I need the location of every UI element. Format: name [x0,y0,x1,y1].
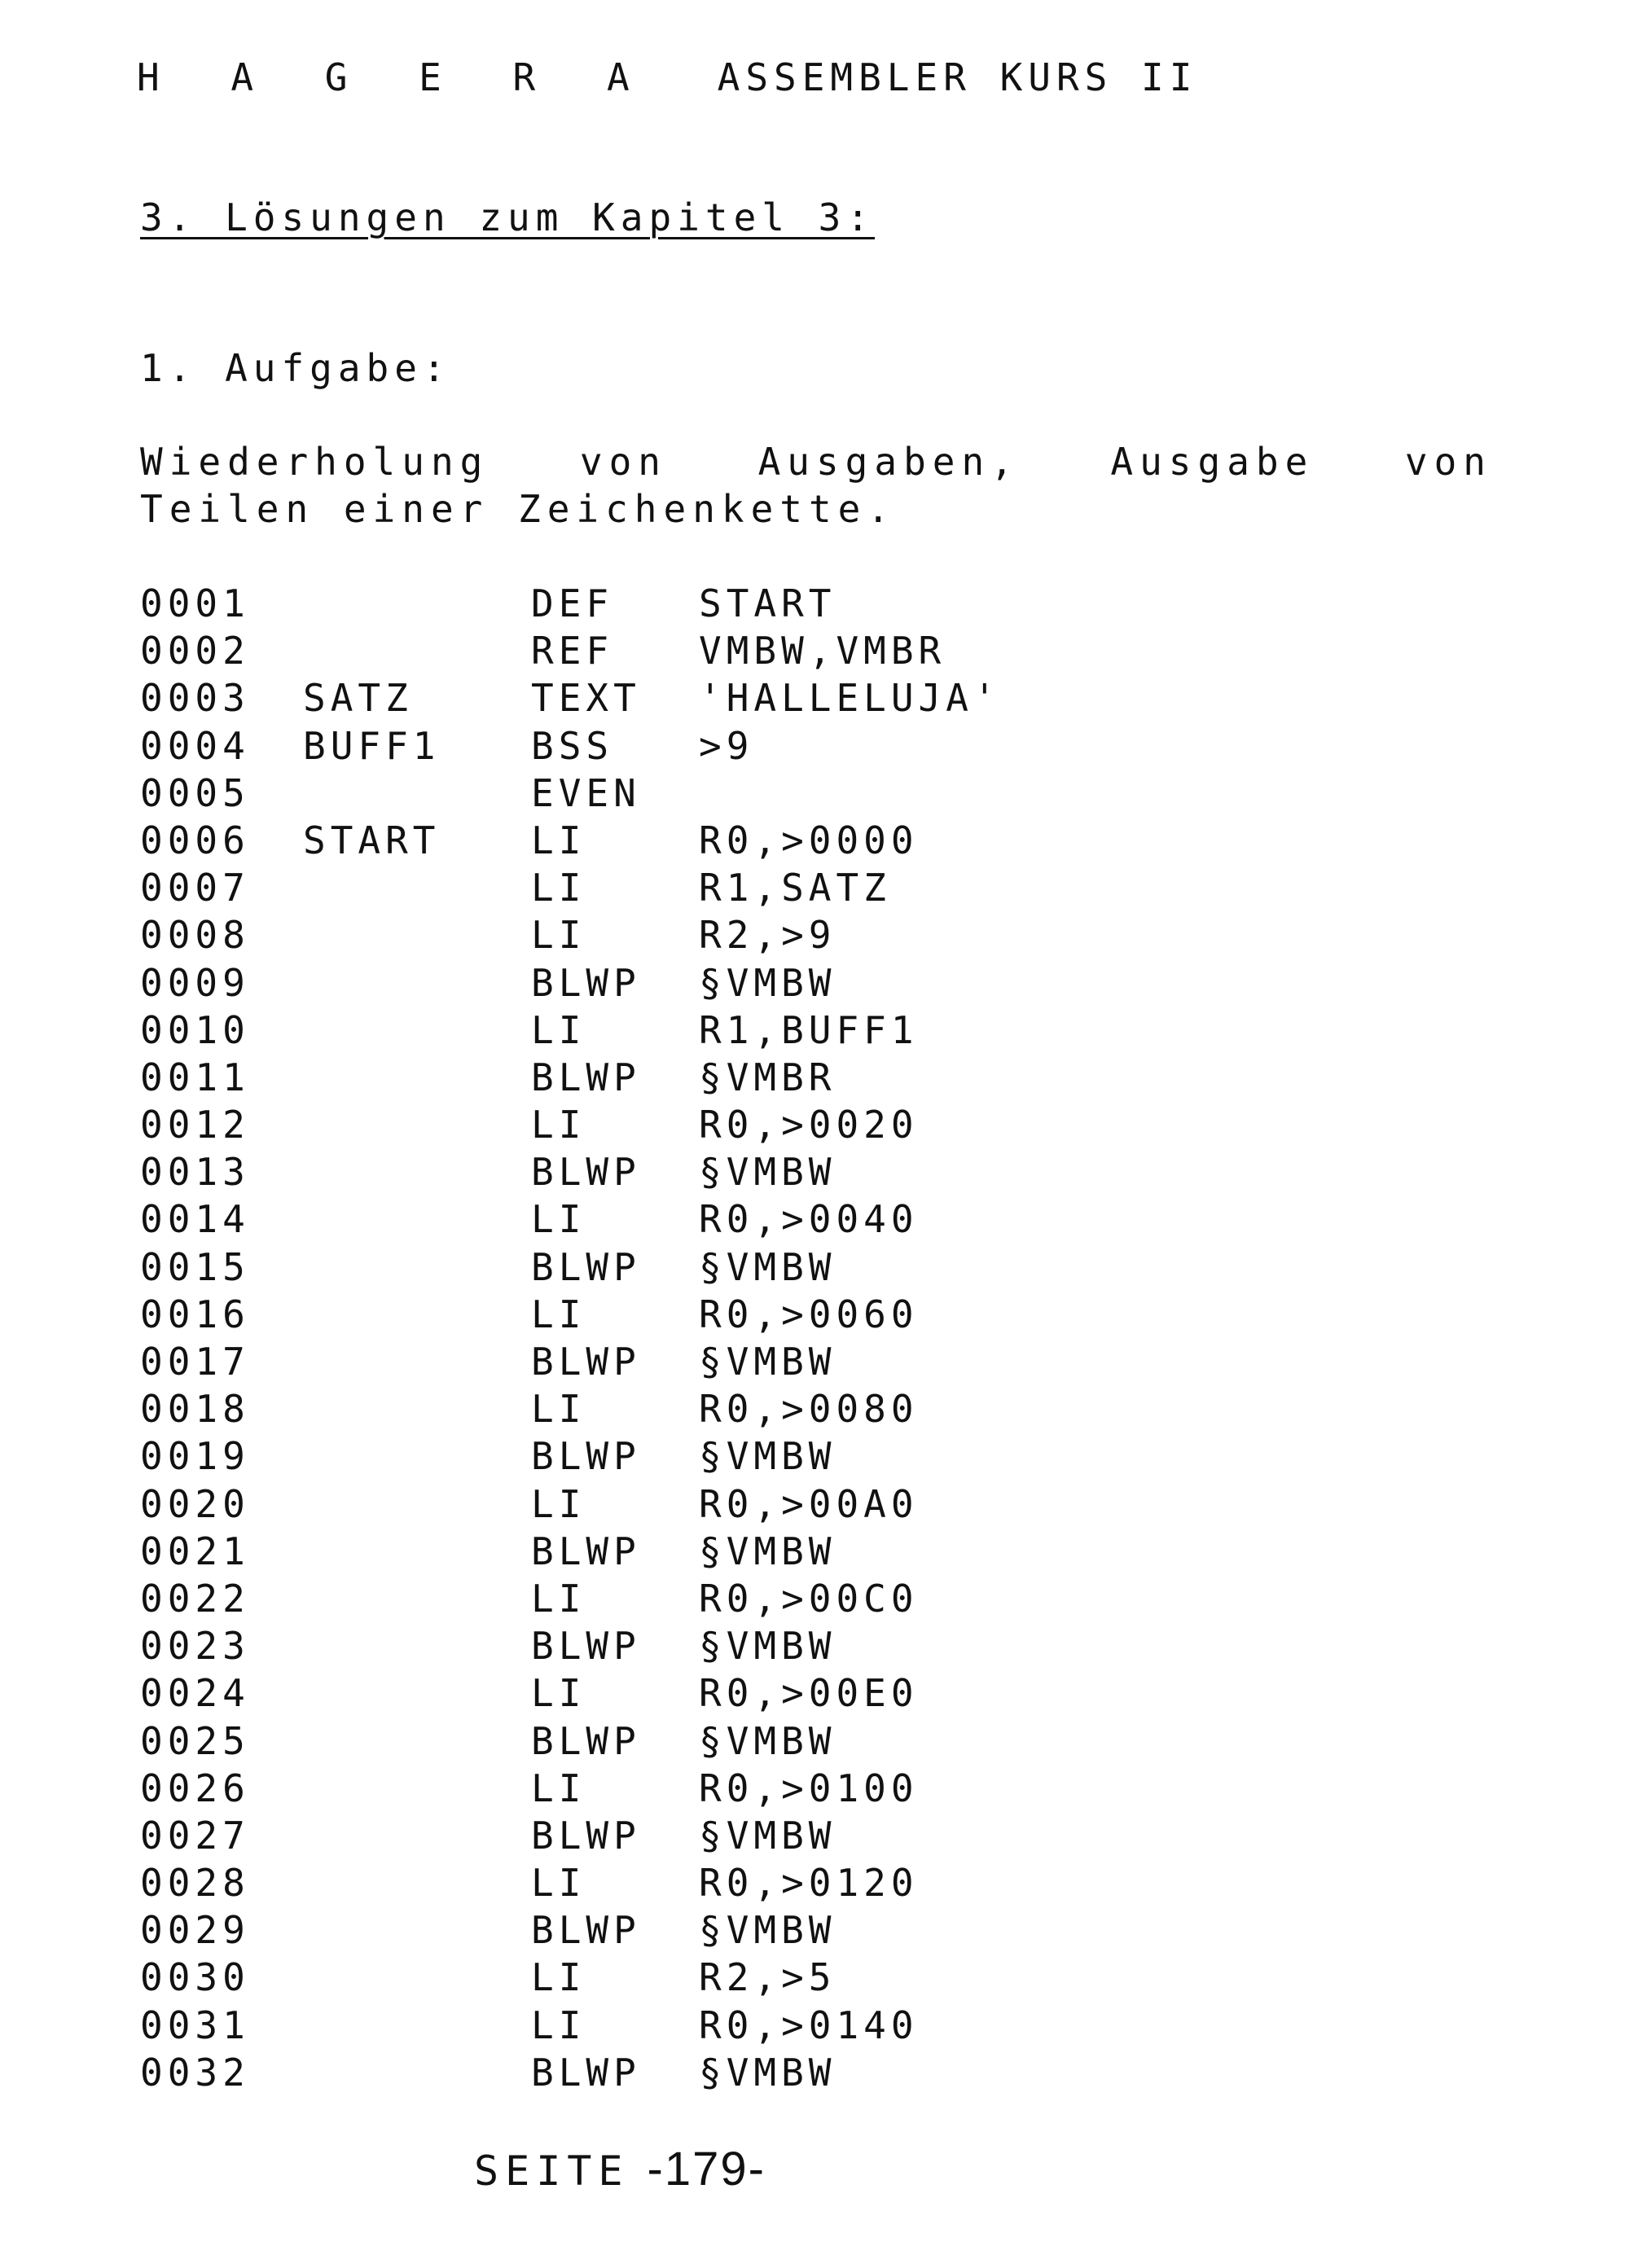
task-description [140,438,1492,533]
line-opcode: LI [531,818,586,862]
line-number: 0022 [140,1576,250,1621]
line-number: 0019 [140,1434,250,1479]
task-title: 1. Aufgabe: [140,346,451,390]
line-operand: R0,>0080 [699,1387,919,1432]
line-opcode: REF [531,629,614,673]
line-number: 0015 [140,1244,250,1289]
line-opcode: DEF [531,581,614,625]
line-operand: R0,>0140 [699,2003,919,2047]
line-opcode: BLWP [531,1718,641,1763]
line-operand: §VMBW [699,1813,836,1858]
line-operand: >9 [699,723,754,768]
line-opcode: LI [531,866,586,910]
page-label: SEITE [474,2147,630,2195]
line-number: 0003 [140,676,250,721]
line-number: 0026 [140,1766,250,1810]
line-opcode: LI [531,1955,586,2000]
line-opcode: LI [531,913,586,958]
line-operand: §VMBW [699,1624,836,1669]
line-number: 0005 [140,770,250,815]
line-number: 0007 [140,866,250,910]
line-opcode: BLWP [531,1624,641,1669]
line-number: 0024 [140,1671,250,1716]
line-number: 0004 [140,723,250,768]
line-operand: VMBW,VMBR [699,629,946,673]
description-line-2: Teilen einer Zeichenkette. [140,487,897,531]
line-operand: R0,>00C0 [699,1576,919,1621]
line-operand: §VMBW [699,1434,836,1479]
line-number: 0006 [140,818,250,862]
description-word: Ausgabe [1110,440,1315,484]
line-opcode: LI [531,1481,586,1526]
line-label: START [303,818,441,862]
chapter-title: 3. Lösungen zum Kapitel 3: [140,195,876,239]
line-operand: R0,>0100 [699,1766,919,1810]
line-opcode: BLWP [531,1434,641,1479]
description-line-1 [140,438,1492,485]
line-number: 0010 [140,1007,250,1052]
line-number: 0031 [140,2003,250,2047]
line-operand: §VMBW [699,1529,836,1573]
line-opcode: LI [531,1766,586,1810]
line-number: 0017 [140,1340,250,1384]
line-operand: §VMBR [699,1055,836,1099]
page-footer [474,2142,766,2196]
line-number: 0020 [140,1481,250,1526]
line-opcode: LI [531,1292,586,1336]
line-number: 0011 [140,1055,250,1099]
line-opcode: BLWP [531,1813,641,1858]
line-operand: R2,>9 [699,913,836,958]
line-operand: R1,SATZ [699,866,891,910]
line-number: 0021 [140,1529,250,1573]
line-operand: R1,BUFF1 [699,1007,919,1052]
line-number: 0023 [140,1624,250,1669]
line-number: 0025 [140,1718,250,1763]
line-operand: §VMBW [699,1150,836,1195]
line-opcode: BLWP [531,1150,641,1195]
line-operand: START [699,581,836,625]
line-number: 0009 [140,960,250,1005]
line-opcode: LI [531,2003,586,2047]
line-operand: R0,>0120 [699,1861,919,1906]
line-operand: §VMBW [699,1908,836,1953]
line-opcode: LI [531,1861,586,1906]
description-word: Ausgaben, [757,440,1020,484]
line-number: 0012 [140,1103,250,1147]
line-number: 0029 [140,1908,250,1953]
line-opcode: LI [531,1197,586,1242]
line-number: 0002 [140,629,250,673]
brand-name: H A G E R A [137,55,654,99]
line-opcode: BSS [531,723,614,768]
line-opcode: TEXT [531,676,641,721]
line-opcode: LI [531,1671,586,1716]
line-opcode: BLWP [531,1340,641,1384]
line-number: 0032 [140,2050,250,2095]
line-opcode: BLWP [531,1908,641,1953]
line-opcode: EVEN [531,770,641,815]
line-operand: §VMBW [699,1340,836,1384]
description-word: Wiederholung [140,440,490,484]
line-operand: R0,>00A0 [699,1481,919,1526]
line-number: 0013 [140,1150,250,1195]
line-operand: R0,>0020 [699,1103,919,1147]
line-opcode: LI [531,1576,586,1621]
page-header [137,55,1197,99]
line-opcode: BLWP [531,1055,641,1099]
line-opcode: LI [531,1103,586,1147]
line-operand: §VMBW [699,1718,836,1763]
line-number: 0030 [140,1955,250,2000]
line-number: 0027 [140,1813,250,1858]
line-number: 0001 [140,581,250,625]
line-operand: R0,>0060 [699,1292,919,1336]
line-opcode: BLWP [531,1244,641,1289]
line-label: BUFF1 [303,723,441,768]
line-opcode: BLWP [531,1529,641,1573]
line-operand: R0,>00E0 [699,1671,919,1716]
line-opcode: LI [531,1387,586,1432]
line-number: 0008 [140,913,250,958]
line-operand: §VMBW [699,960,836,1005]
line-operand: §VMBW [699,1244,836,1289]
description-word: von [579,440,668,484]
line-operand: 'HALLELUJA' [699,676,1001,721]
line-opcode: BLWP [531,960,641,1005]
description-word: von [1404,440,1492,484]
line-number: 0014 [140,1197,250,1242]
line-operand: §VMBW [699,2050,836,2095]
line-label: SATZ [303,676,413,721]
line-number: 0016 [140,1292,250,1336]
line-operand: R2,>5 [699,1955,836,2000]
line-number: 0018 [140,1387,250,1432]
line-opcode: BLWP [531,2050,641,2095]
line-opcode: LI [531,1007,586,1052]
line-number: 0028 [140,1861,250,1906]
line-operand: R0,>0000 [699,818,919,862]
page-number: -179- [647,2143,766,2196]
line-operand: R0,>0040 [699,1197,919,1242]
course-title: ASSEMBLER KURS II [717,55,1198,99]
